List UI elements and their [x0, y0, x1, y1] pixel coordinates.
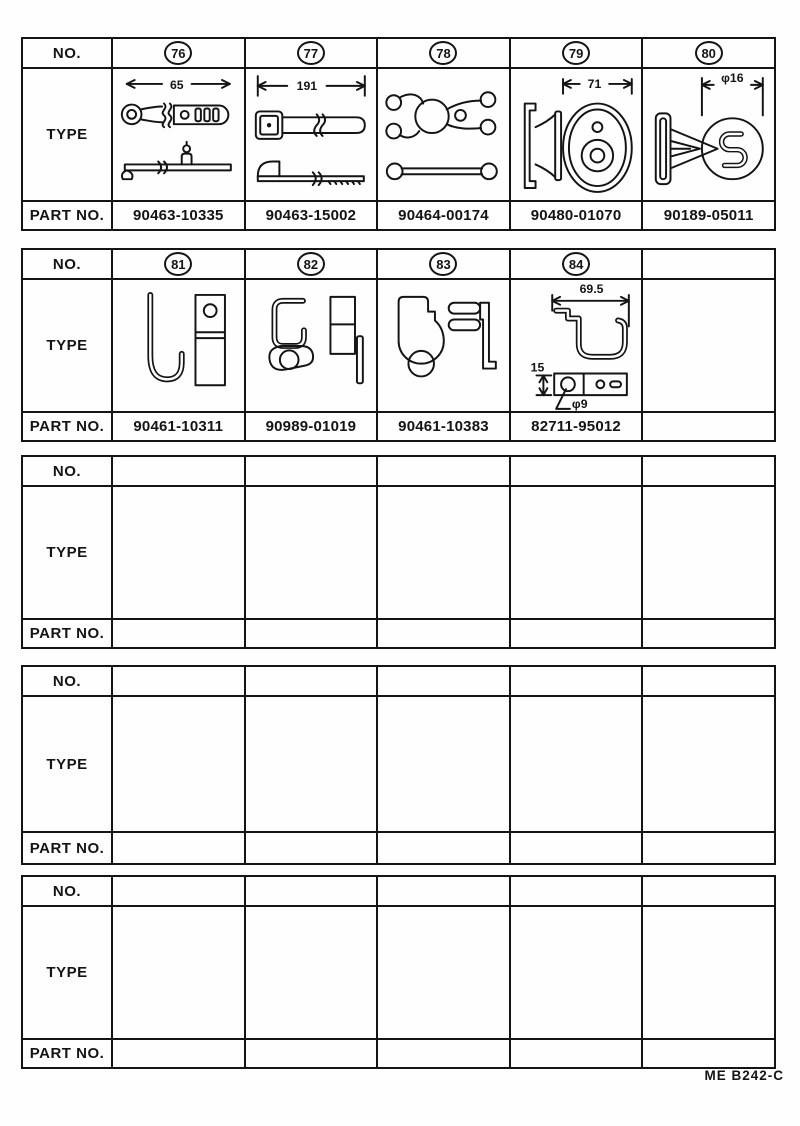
dimension-label-71: 71: [587, 76, 602, 91]
part-drawing-81-hook-and-tab: [111, 280, 244, 411]
row-label-type: TYPE: [46, 544, 88, 561]
table1-no-row: [23, 39, 774, 67]
cable-tie-drawing-icon: [246, 69, 377, 200]
row-label-type: TYPE: [46, 337, 88, 354]
row-label-part-no: PART NO.: [29, 1045, 105, 1062]
parts-table-4: [21, 665, 776, 865]
channel-bracket-drawing-icon: [511, 280, 642, 411]
no-cell-79: [509, 39, 642, 67]
part-drawing-79-grommet: [509, 69, 642, 200]
clamp-plate-drawing-icon: [378, 280, 509, 411]
hook-tab-drawing-icon: [113, 280, 244, 411]
no-cell-80: [641, 39, 774, 67]
parts-table-5: [21, 875, 776, 1069]
item-number-badge-82: 82: [297, 252, 325, 276]
row-label-type: TYPE: [46, 964, 88, 981]
type-cell-empty: [641, 280, 774, 411]
part-drawing-76-clamp-strap: [111, 69, 244, 200]
table1-part-row: [23, 200, 774, 229]
parts-table-2: [21, 248, 776, 442]
part-drawing-80-push-clip: [641, 69, 774, 200]
row-label-part-no: PART NO.: [29, 839, 105, 857]
row-label-no: NO.: [52, 44, 82, 62]
item-number-badge-78: 78: [429, 41, 457, 65]
no-cell-76: [111, 39, 244, 67]
table5-part-row: [23, 1038, 774, 1067]
part-drawing-82-clamp-bracket: [244, 280, 377, 411]
item-number-badge-84: 84: [562, 252, 590, 276]
no-cell-84: [509, 250, 642, 278]
part-number-84: 82711-95012: [509, 413, 642, 440]
table2-no-row: [23, 250, 774, 278]
page-reference-code: ME B242-C: [704, 1068, 784, 1083]
part-drawing-78-wire-clamp: [376, 69, 509, 200]
table3-type-row: [23, 485, 774, 618]
table4-no-row: [23, 667, 774, 695]
table1-type-row: [23, 67, 774, 200]
item-number-badge-77: 77: [297, 41, 325, 65]
item-number-badge-76: 76: [164, 41, 192, 65]
item-number-badge-79: 79: [562, 41, 590, 65]
table3-no-row: [23, 457, 774, 485]
table2-part-row: [23, 411, 774, 440]
item-number-badge-80: 80: [695, 41, 723, 65]
table2-type-row: [23, 278, 774, 411]
dimension-label-15: 15: [530, 360, 545, 375]
row-label-type: TYPE: [46, 126, 88, 143]
part-number-empty: [641, 413, 774, 440]
no-cell-81: [111, 250, 244, 278]
table4-type-row: [23, 695, 774, 831]
row-label-part-no: PART NO.: [29, 625, 105, 642]
wire-clamp-drawing-icon: [378, 69, 509, 200]
part-drawing-83-clamp-and-plate: [376, 280, 509, 411]
table3-part-row: [23, 618, 774, 647]
no-cell-82: [244, 250, 377, 278]
part-number-77: 90463-15002: [244, 202, 377, 229]
table5-no-row: [23, 877, 774, 905]
part-drawing-77-cable-tie: [244, 69, 377, 200]
clamp-bracket-drawing-icon: [246, 280, 377, 411]
row-label-type: TYPE: [46, 755, 88, 773]
parts-table-3: [21, 455, 776, 649]
strap-clamp-drawing-icon: [113, 69, 244, 200]
item-number-badge-83: 83: [429, 252, 457, 276]
dimension-label-dia16: φ16: [721, 70, 744, 85]
parts-table-1: [21, 37, 776, 231]
part-drawing-84-channel-bracket: [509, 280, 642, 411]
no-cell-78: [376, 39, 509, 67]
dimension-label-dia9: φ9: [571, 396, 588, 411]
part-number-76: 90463-10335: [111, 202, 244, 229]
row-label-no: NO.: [52, 882, 82, 900]
table5-type-row: [23, 905, 774, 1038]
part-number-80: 90189-05011: [641, 202, 774, 229]
dimension-label-69-5: 69.5: [579, 281, 604, 296]
grommet-drawing-icon: [511, 69, 642, 200]
part-number-83: 90461-10383: [376, 413, 509, 440]
part-number-81: 90461-10311: [111, 413, 244, 440]
no-cell-empty: [641, 250, 774, 278]
item-number-badge-81: 81: [164, 252, 192, 276]
part-number-82: 90989-01019: [244, 413, 377, 440]
dimension-label-191: 191: [296, 78, 317, 93]
push-clip-drawing-icon: [643, 69, 774, 200]
dimension-label-65: 65: [169, 77, 184, 92]
row-label-part-no: PART NO.: [29, 418, 105, 435]
no-cell-77: [244, 39, 377, 67]
table4-part-row: [23, 831, 774, 863]
row-label-no: NO.: [52, 462, 82, 480]
part-number-78: 90464-00174: [376, 202, 509, 229]
row-label-part-no: PART NO.: [29, 207, 105, 224]
no-cell-83: [376, 250, 509, 278]
row-label-no: NO.: [52, 255, 82, 273]
part-number-79: 90480-01070: [509, 202, 642, 229]
row-label-no: NO.: [52, 672, 82, 690]
